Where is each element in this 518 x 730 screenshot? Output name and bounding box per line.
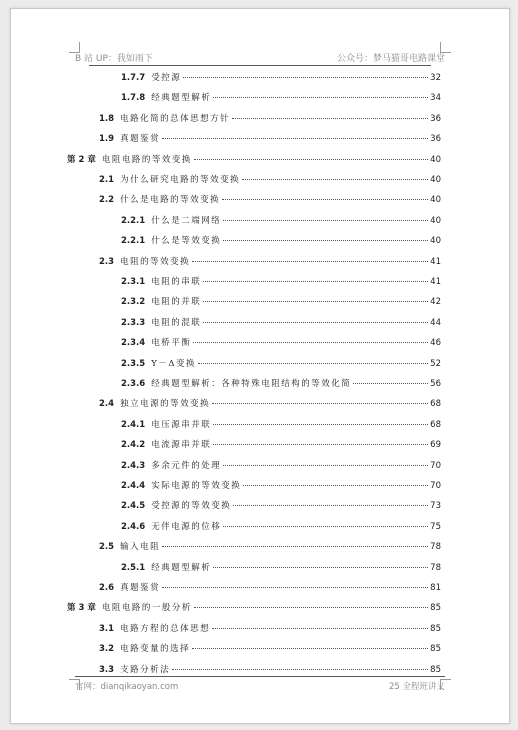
toc-entry-number: 1.8	[99, 113, 115, 124]
toc-entry-page: 40	[430, 175, 441, 185]
toc-entry-page: 85	[430, 603, 441, 614]
toc-entry-number: 3.3	[99, 664, 115, 675]
toc-entry[interactable]	[121, 561, 441, 575]
toc-entry[interactable]	[99, 622, 441, 636]
toc-entry-number: 3.2	[99, 644, 115, 655]
toc-entry-title: 电阻电路的等效变换	[101, 154, 192, 165]
toc-dot-leader	[212, 403, 428, 404]
toc-entry-page: 40	[430, 154, 441, 165]
toc-entry-number: 2.4.6	[121, 521, 146, 532]
toc-dot-leader	[233, 505, 428, 506]
toc-dot-leader	[353, 383, 428, 384]
toc-entry-number: 2.3.6	[121, 379, 146, 389]
toc-dot-leader	[242, 179, 428, 180]
toc-dot-leader	[212, 628, 428, 629]
toc-entry[interactable]	[121, 479, 441, 493]
toc-dot-leader	[213, 424, 428, 425]
toc-dot-leader	[198, 363, 428, 364]
toc-entry-number: 2.4.4	[121, 481, 146, 491]
toc-entry-page: 40	[430, 195, 441, 206]
toc-dot-leader	[183, 77, 428, 78]
toc-entry-title: 电路方程的总体思想	[120, 623, 211, 634]
toc-dot-leader	[223, 526, 428, 527]
toc-entry-number: 2.4.2	[121, 440, 146, 451]
toc-entry[interactable]	[121, 71, 441, 85]
toc-entry[interactable]	[99, 132, 441, 146]
toc-entry-page: 81	[430, 583, 441, 593]
toc-entry-number: 2.2.1	[121, 215, 146, 226]
toc-entry-number: 2.4.5	[121, 501, 146, 512]
toc-entry[interactable]	[99, 540, 441, 554]
toc-entry-title: 电阻的混联	[151, 317, 202, 328]
toc-entry-title: 电桥平衡	[151, 338, 192, 349]
toc-entry-number: 2.5	[99, 542, 115, 553]
toc-entry-title: 独立电源的等效变换	[120, 399, 211, 410]
toc-entry-number: 2.3.1	[121, 277, 146, 287]
toc-entry-title: 无伴电源的位移	[151, 521, 222, 532]
toc-entry[interactable]	[121, 214, 441, 228]
toc-entry-page: 42	[430, 297, 441, 308]
toc-entry-page: 68	[430, 399, 441, 410]
header-left-text: B 站 UP：我如雨下	[75, 54, 153, 64]
toc-entry-number: 2.3.3	[121, 317, 146, 328]
page-footer	[75, 676, 445, 691]
toc-entry-page: 75	[430, 521, 441, 532]
toc-entry[interactable]	[121, 336, 441, 350]
toc-entry-title: 真题鉴赏	[120, 583, 161, 593]
toc-entry-title: 什么是等效变换	[151, 236, 222, 247]
toc-entry-page: 85	[430, 664, 441, 675]
toc-entry-number: 2.2.1	[121, 236, 146, 247]
toc-entry-page: 70	[430, 481, 441, 491]
toc-entry[interactable]	[121, 295, 441, 309]
toc-entry-page: 78	[430, 562, 441, 573]
toc-entry[interactable]	[99, 255, 441, 269]
toc-entry-title: 输入电阻	[120, 542, 161, 553]
toc-entry-number: 2.5.1	[121, 562, 146, 573]
toc-entry-title: 电阻的串联	[151, 277, 202, 287]
toc-entry[interactable]	[121, 520, 441, 534]
toc-entry-number: 第 2 章	[67, 154, 96, 165]
footer-right-text: 25 全程班讲义	[388, 682, 445, 692]
toc-entry[interactable]	[121, 438, 441, 452]
page-header	[75, 49, 445, 66]
toc-entry-title: 电路变量的选择	[120, 644, 191, 655]
toc-entry-title: 经典题型解析	[151, 93, 212, 104]
toc-entry-title: 实际电源的等效变换	[151, 481, 242, 491]
toc-entry-page: 32	[430, 73, 441, 83]
toc-dot-leader	[162, 546, 428, 547]
toc-entry-number: 1.7.8	[121, 93, 146, 104]
toc-dot-leader	[213, 97, 428, 98]
toc-entry-page: 36	[430, 113, 441, 124]
toc-entry-number: 2.6	[99, 583, 115, 593]
toc-entry[interactable]	[121, 499, 441, 513]
header-right-text: 公众号：梦马猫哥电路课堂	[336, 54, 445, 64]
toc-entry-page: 52	[430, 358, 441, 369]
toc-entry-page: 69	[430, 440, 441, 451]
toc-dot-leader	[203, 322, 428, 323]
footer-left-text: 官网：dianqikaoyan.com	[75, 682, 179, 692]
toc-entry-page: 56	[430, 379, 441, 389]
toc-entry[interactable]	[121, 275, 441, 289]
toc-entry-number: 第 3 章	[67, 603, 96, 614]
toc-entry-page: 40	[430, 215, 441, 226]
toc-entry[interactable]	[99, 397, 441, 411]
toc-dot-leader	[213, 567, 428, 568]
toc-entry-page: 46	[430, 338, 441, 349]
toc-entry-number: 2.3.4	[121, 338, 146, 349]
toc-entry-title: 经典题型解析：各种特殊电阻结构的等效化简	[151, 379, 352, 389]
toc-entry-title: 电路化简的总体思想方针	[120, 113, 231, 124]
toc-entry-title: 什么是电路的等效变换	[120, 195, 221, 206]
toc-entry-title: 电阻的等效变换	[120, 256, 191, 267]
toc-entry[interactable]	[99, 193, 441, 207]
toc-entry-page: 68	[430, 419, 441, 430]
toc-entry-page: 41	[430, 277, 441, 287]
toc-entry-page: 73	[430, 501, 441, 512]
toc-dot-leader	[162, 138, 428, 139]
toc-entry-page: 85	[430, 644, 441, 655]
toc-entry-number: 2.4.1	[121, 419, 146, 430]
toc-entry[interactable]	[121, 377, 441, 391]
document-page	[10, 8, 510, 724]
toc-entry-number: 1.9	[99, 134, 115, 145]
toc-entry-page: 78	[430, 542, 441, 553]
toc-entry-number: 2.3.2	[121, 297, 146, 308]
toc-entry-number: 3.1	[99, 623, 115, 634]
toc-entry[interactable]	[121, 418, 441, 432]
toc-entry[interactable]	[121, 316, 441, 330]
toc-entry-page: 85	[430, 623, 441, 634]
toc-entry-number: 2.3.5	[121, 358, 146, 369]
toc-entry-title: 支路分析法	[120, 664, 171, 675]
toc-dot-leader	[194, 159, 428, 160]
toc-entry-title: 真题鉴赏	[120, 134, 161, 145]
toc-dot-leader	[223, 465, 428, 466]
toc-entry-title: 受控源的等效变换	[151, 501, 232, 512]
toc-entry-title: 电流源串并联	[151, 440, 212, 451]
toc-entry[interactable]	[67, 153, 441, 167]
toc-entry[interactable]	[121, 459, 441, 473]
toc-dot-leader	[232, 118, 428, 119]
toc-entry-title: 电阻电路的一般分析	[101, 603, 192, 614]
toc-dot-leader	[203, 281, 428, 282]
toc-dot-leader	[203, 301, 428, 302]
toc-entry[interactable]	[99, 173, 441, 187]
toc-entry-title: Y－Δ变换	[151, 358, 196, 369]
toc-entry[interactable]	[121, 357, 441, 371]
toc-dot-leader	[193, 342, 428, 343]
toc-entry-number: 2.3	[99, 256, 115, 267]
toc-entry-page: 36	[430, 134, 441, 145]
toc-dot-leader	[223, 220, 428, 221]
toc-entry-page: 40	[430, 236, 441, 247]
toc-entry-title: 多余元件的处理	[151, 460, 222, 471]
toc-entry[interactable]	[99, 642, 441, 656]
toc-entry-page: 34	[430, 93, 441, 104]
toc-dot-leader	[194, 607, 428, 608]
toc-entry-title: 为什么研究电路的等效变换	[120, 175, 241, 185]
toc-entry[interactable]	[121, 234, 441, 248]
toc-dot-leader	[243, 485, 428, 486]
toc-dot-leader	[172, 669, 428, 670]
toc-dot-leader	[223, 240, 428, 241]
toc-entry-number: 2.1	[99, 175, 115, 185]
toc-entry-page: 44	[430, 317, 441, 328]
toc-entry-title: 受控源	[151, 73, 182, 83]
toc-dot-leader	[222, 199, 428, 200]
toc-entry[interactable]	[99, 663, 441, 677]
toc-entry[interactable]	[99, 112, 441, 126]
toc-dot-leader	[192, 648, 428, 649]
toc-entry-title: 电阻的并联	[151, 297, 202, 308]
toc-entry-number: 2.4.3	[121, 460, 146, 471]
toc-entry-number: 2.4	[99, 399, 115, 410]
toc-dot-leader	[213, 444, 428, 445]
toc-dot-leader	[192, 261, 428, 262]
toc-entry[interactable]	[67, 601, 441, 615]
toc-entry-page: 70	[430, 460, 441, 471]
toc-entry-title: 电压源串并联	[151, 419, 212, 430]
toc-entry[interactable]	[99, 581, 441, 595]
toc-entry-title: 经典题型解析	[151, 562, 212, 573]
toc-entry-number: 2.2	[99, 195, 115, 206]
toc-entry[interactable]	[121, 91, 441, 105]
toc-entry-page: 41	[430, 256, 441, 267]
toc-entry-number: 1.7.7	[121, 73, 146, 83]
toc-entry-title: 什么是二端网络	[151, 215, 222, 226]
toc-dot-leader	[162, 587, 428, 588]
